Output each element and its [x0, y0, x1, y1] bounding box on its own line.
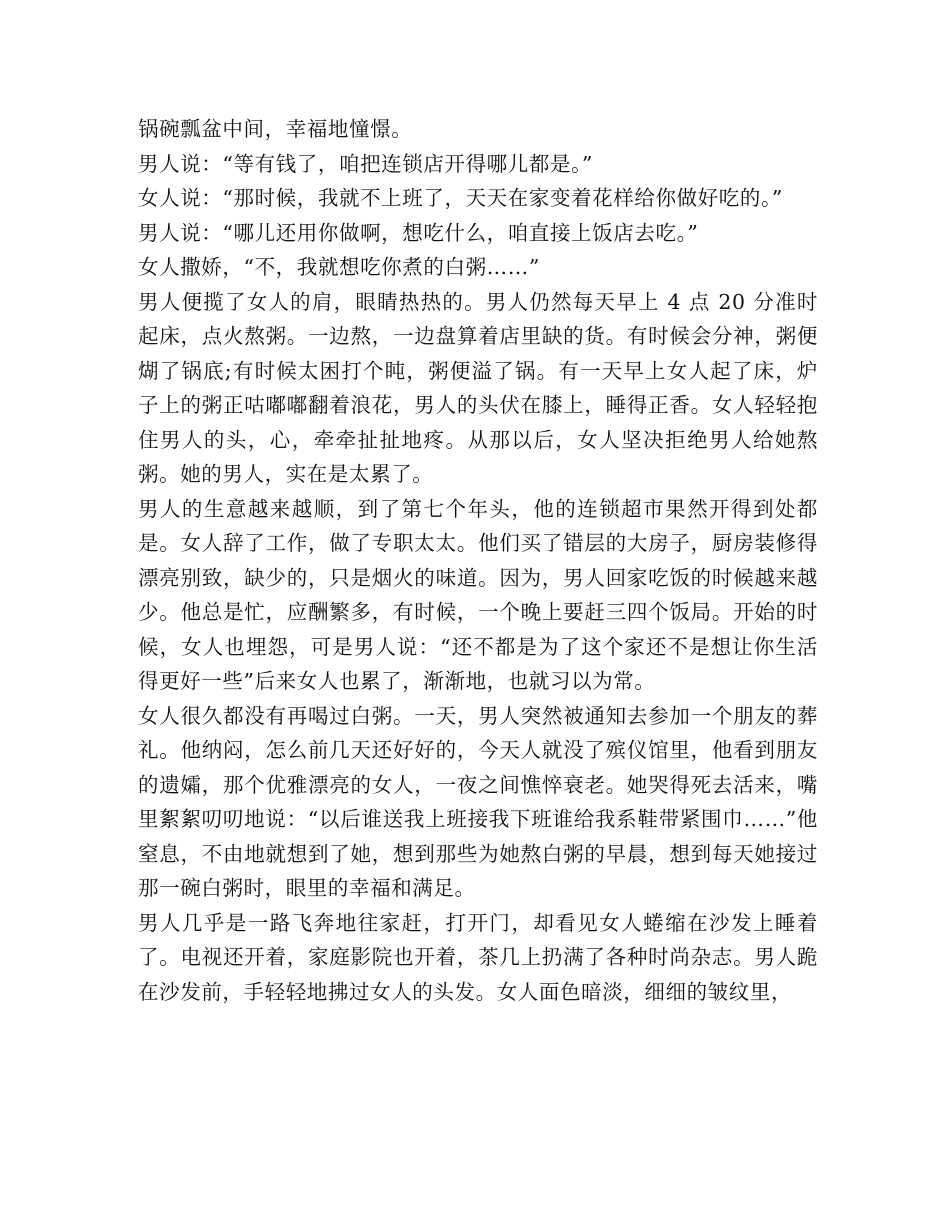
document-body [138, 112, 818, 1009]
paragraph-3: 女人说：“那时候，我就不上班了，天天在家变着花样给你做好吃的。” [138, 186, 783, 210]
paragraph-2: 男人说：“等有钱了，咱把连锁店开得哪儿都是。” [138, 151, 594, 176]
paragraph-5: 女人撒娇，“不，我就想吃你煮的白粥……” [138, 255, 540, 279]
paragraph-6: 男人便揽了女人的肩，眼睛热热的。男人仍然每天早上 4 点 20 分准时起床，点火熬粥。一边熬，一边盘算着店里缺的货。有时候会分神，粥便煳了锅底;有时候太困打个盹，粥便溢了锅。有一天早上女人起了床，炉子上的粥正咕嘟嘟翻着浪花，男人的头伏在膝上，睡得正香。女人轻轻抱住男人的头，心，牵牵扯扯地疼。从那以后，女人坚决拒绝男人给她熬粥。她的男人，实在是太累了。 [138, 289, 818, 486]
paragraph-4: 男人说：“哪儿还用你做啊，想吃什么，咱直接上饭店去吃。” [138, 220, 699, 245]
paragraph-9: 男人几乎是一路飞奔地往家赶，打开门，却看见女人蜷缩在沙发上睡着了。电视还开着，家庭影院也开着，茶几上扔满了各种时尚杂志。男人跪在沙发前，手轻轻地拂过女人的头发。女人面色暗淡，细细的皱纹里， [138, 910, 818, 1004]
paragraph-7: 男人的生意越来越顺，到了第七个年头，他的连锁超市果然开得到处都是。女人辞了工作，做了专职太太。他们买了错层的大房子，厨房装修得漂亮别致，缺少的，只是烟火的味道。因为，男人回家吃饭的时候越来越少。他总是忙，应酬繁多，有时候，一个晚上要赶三四个饭局。开始的时候，女人也埋怨，可是男人说：“还不都是为了这个家还不是想让你生活得更好一些”后来女人也累了，渐渐地，也就习以为常。 [138, 496, 818, 693]
paragraph-1: 锅碗瓢盆中间，幸福地憧憬。 [138, 117, 413, 141]
paragraph-8: 女人很久都没有再喝过白粥。一天，男人突然被通知去参加一个朋友的葬礼。他纳闷，怎么前几天还好好的，今天人就没了殡仪馆里，他看到朋友的遗孀，那个优雅漂亮的女人，一夜之间憔悴衰老。她哭得死去活来，嘴里絮絮叨叨地说：“以后谁送我上班接我下班谁给我系鞋带紧围巾……”他窒息，不由地就想到了她，想到那些为她熬白粥的早晨，想到每天她接过那一碗白粥时，眼里的幸福和满足。 [138, 703, 818, 900]
